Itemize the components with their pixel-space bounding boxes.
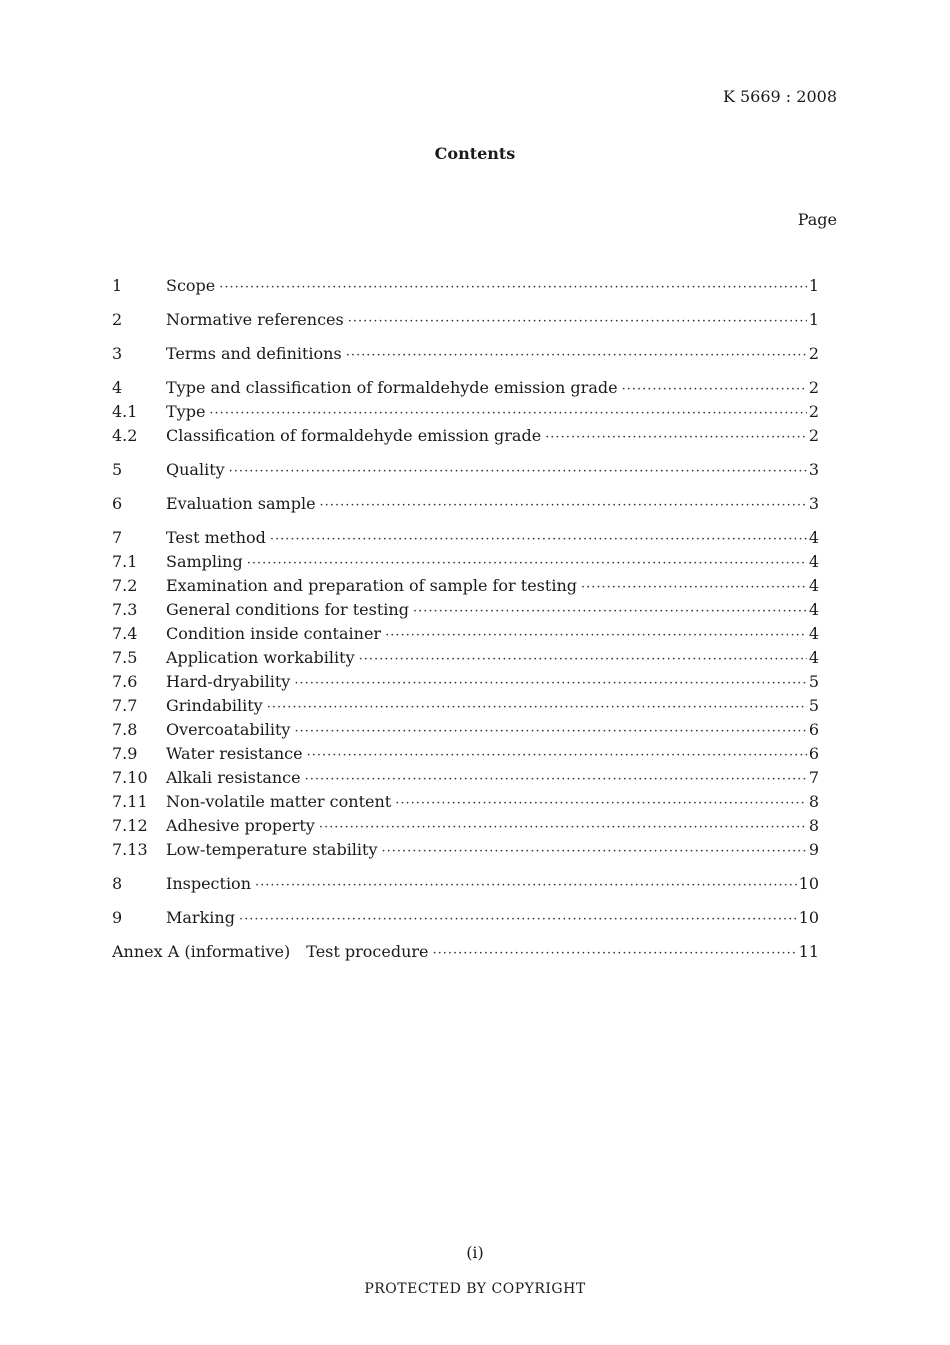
toc-entry-page: 10: [798, 908, 819, 927]
toc-entry-page: 4: [808, 576, 819, 595]
leader-dots: [270, 528, 807, 552]
toc-entry-label: Test method: [166, 528, 266, 547]
leader-dots: [413, 600, 807, 624]
leader-dots: [294, 720, 806, 744]
leader-dots: [219, 276, 807, 300]
toc-entry-label: Sampling: [166, 552, 243, 571]
copyright-notice: PROTECTED BY COPYRIGHT: [364, 1281, 586, 1297]
toc-entry-number: 7.5: [112, 648, 138, 667]
toc-entry-number: 7.9: [112, 744, 138, 763]
toc-entry-7-9[interactable]: [112, 742, 819, 766]
toc-entry-number: 7.6: [112, 672, 138, 691]
toc-entry-label: Examination and preparation of sample for testing: [166, 576, 577, 595]
leader-dots: [433, 942, 797, 966]
leader-dots: [294, 672, 806, 696]
toc-entry-4-1[interactable]: [112, 400, 819, 424]
toc-entry-number: 7.12: [112, 816, 148, 835]
toc-entry-6[interactable]: [112, 492, 819, 516]
toc-entry-page: 1: [808, 276, 819, 295]
leader-dots: [622, 378, 807, 402]
toc-entry-label: Type: [166, 402, 206, 421]
leader-dots: [581, 576, 807, 600]
toc-entry-page: 2: [808, 426, 819, 445]
toc-entry-label: Type and classification of formaldehyde emission grade: [166, 378, 618, 397]
leader-dots: [359, 648, 807, 672]
leader-dots: [348, 310, 807, 334]
toc-entry-page: 3: [808, 494, 819, 513]
toc-entry-number: 2: [112, 310, 123, 329]
page-number: (i): [466, 1243, 484, 1262]
page-title: Contents: [434, 144, 516, 163]
toc-entry-label: Scope: [166, 276, 216, 295]
toc-entry-page: 7: [808, 768, 819, 787]
toc-entry-label: Low-temperature stability: [166, 840, 378, 859]
toc-entry-7-13[interactable]: [112, 838, 819, 862]
toc-entry-number: 6: [112, 494, 123, 513]
leader-dots: [545, 426, 807, 450]
toc-entry-7-11[interactable]: [112, 790, 819, 814]
toc-entry-label: Condition inside container: [166, 624, 382, 643]
toc-entry-number: 5: [112, 460, 123, 479]
toc-entry-annex-a[interactable]: [112, 940, 819, 964]
toc-entry-page: 2: [808, 402, 819, 421]
toc-entry-number: 7.1: [112, 552, 138, 571]
leader-dots: [305, 768, 807, 792]
toc-entry-page: 3: [808, 460, 819, 479]
toc-entry-page: 8: [808, 816, 819, 835]
toc-entry-7[interactable]: [112, 526, 819, 550]
toc-entry-number: 3: [112, 344, 123, 363]
toc-entry-7-6[interactable]: [112, 670, 819, 694]
toc-entry-label: Adhesive property: [166, 816, 315, 835]
toc-entry-page: 10: [798, 874, 819, 893]
toc-entry-7-3[interactable]: [112, 598, 819, 622]
toc-entry-number: 4.1: [112, 402, 138, 421]
toc-entry-label: Overcoatability: [166, 720, 291, 739]
leader-dots: [255, 874, 797, 898]
toc-entry-8[interactable]: [112, 872, 819, 896]
toc-entry-7-2[interactable]: [112, 574, 819, 598]
toc-entry-number: 9: [112, 908, 123, 927]
toc-entry-page: 4: [808, 600, 819, 619]
toc-entry-3[interactable]: [112, 342, 819, 366]
toc-entry-label: Classification of formaldehyde emission grade: [166, 426, 542, 445]
toc-entry-label: Normative references: [166, 310, 344, 329]
toc-entry-7-12[interactable]: [112, 814, 819, 838]
leader-dots: [395, 792, 807, 816]
toc-entry-9[interactable]: [112, 906, 819, 930]
toc-entry-7-10[interactable]: [112, 766, 819, 790]
leader-dots: [382, 840, 807, 864]
table-of-contents: [112, 274, 819, 964]
toc-entry-page: 5: [808, 696, 819, 715]
toc-entry-number: 7.13: [112, 840, 148, 859]
toc-entry-page: 4: [808, 624, 819, 643]
toc-entry-7-8[interactable]: [112, 718, 819, 742]
toc-entry-page: 4: [808, 552, 819, 571]
toc-entry-label: Alkali resistance: [166, 768, 301, 787]
leader-dots: [385, 624, 807, 648]
leader-dots: [239, 908, 797, 932]
leader-dots: [267, 696, 807, 720]
toc-entry-label: Inspection: [166, 874, 251, 893]
toc-entry-label: Annex A (informative) Test procedure: [112, 942, 429, 961]
toc-entry-number: 4: [112, 378, 123, 397]
leader-dots: [307, 744, 807, 768]
toc-entry-page: 1: [808, 310, 819, 329]
toc-entry-7-4[interactable]: [112, 622, 819, 646]
toc-entry-number: 7.4: [112, 624, 138, 643]
toc-entry-page: 9: [808, 840, 819, 859]
toc-entry-number: 7.10: [112, 768, 148, 787]
toc-entry-number: 8: [112, 874, 123, 893]
toc-entry-7-5[interactable]: [112, 646, 819, 670]
leader-dots: [346, 344, 807, 368]
toc-entry-page: 2: [808, 344, 819, 363]
toc-entry-page: 11: [798, 942, 819, 961]
leader-dots: [209, 402, 806, 426]
toc-entry-number: 7.3: [112, 600, 138, 619]
toc-entry-7-1[interactable]: [112, 550, 819, 574]
toc-entry-number: 7.8: [112, 720, 138, 739]
toc-entry-page: 6: [808, 720, 819, 739]
leader-dots: [320, 494, 807, 518]
toc-entry-number: 7.2: [112, 576, 138, 595]
toc-entry-number: 7.11: [112, 792, 148, 811]
toc-entry-label: Water resistance: [166, 744, 303, 763]
toc-entry-page: 2: [808, 378, 819, 397]
toc-entry-number: 4.2: [112, 426, 138, 445]
toc-entry-label: Quality: [166, 460, 225, 479]
toc-entry-label: Terms and definitions: [166, 344, 342, 363]
toc-entry-page: 5: [808, 672, 819, 691]
toc-entry-7-7[interactable]: [112, 694, 819, 718]
leader-dots: [247, 552, 807, 576]
toc-entry-number: 7.7: [112, 696, 138, 715]
standard-id: K 5669 : 2008: [722, 87, 837, 106]
toc-entry-4-2[interactable]: [112, 424, 819, 448]
leader-dots: [229, 460, 807, 484]
toc-entry-label: Evaluation sample: [166, 494, 316, 513]
toc-entry-page: 6: [808, 744, 819, 763]
toc-entry-number: 7: [112, 528, 123, 547]
toc-entry-5[interactable]: [112, 458, 819, 482]
toc-entry-2[interactable]: [112, 308, 819, 332]
toc-entry-1[interactable]: [112, 274, 819, 298]
toc-entry-page: 8: [808, 792, 819, 811]
toc-entry-label: General conditions for testing: [166, 600, 409, 619]
toc-entry-page: 4: [808, 648, 819, 667]
toc-entry-page: 4: [808, 528, 819, 547]
toc-entry-4[interactable]: [112, 376, 819, 400]
page-column-label: Page: [797, 210, 837, 229]
toc-entry-label: Marking: [166, 908, 235, 927]
toc-entry-number: 1: [112, 276, 123, 295]
toc-entry-label: Non-volatile matter content: [166, 792, 392, 811]
toc-entry-label: Hard-dryability: [166, 672, 291, 691]
toc-entry-label: Application workability: [166, 648, 355, 667]
toc-entry-label: Grindability: [166, 696, 263, 715]
leader-dots: [319, 816, 807, 840]
